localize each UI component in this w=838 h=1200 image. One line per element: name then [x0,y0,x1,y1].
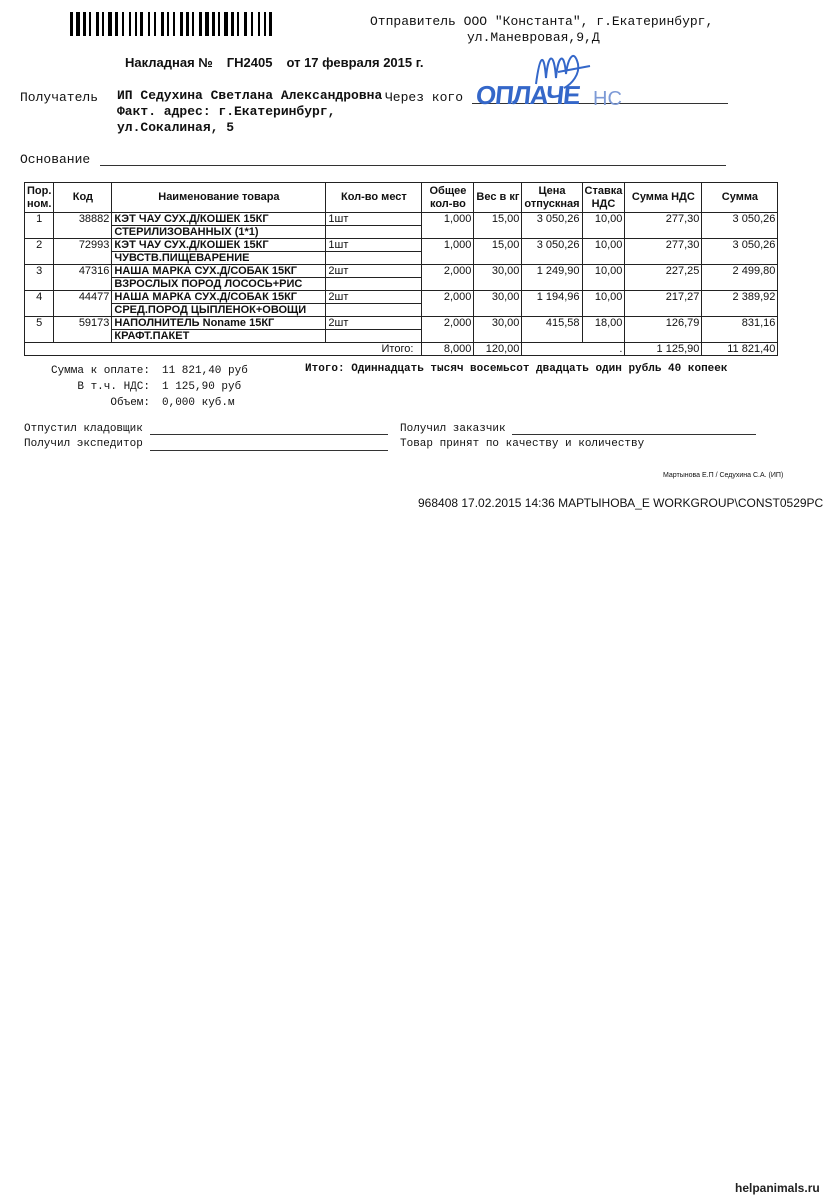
table-row [25,239,778,252]
barcode-bar [76,12,80,36]
barcode-bar [199,12,202,36]
row-name-1: НАША МАРКА СУХ.Д/СОБАК 15КГ [112,291,326,304]
barcode-bar [254,12,257,36]
document-title [125,55,437,70]
barcode-bar [100,12,101,36]
row-weight: 30,00 [474,291,522,317]
volume-value: 0,000 куб.м [162,397,235,409]
barcode-bar [221,12,223,36]
barcode-bar [229,12,230,36]
row-rate: 10,00 [582,213,625,239]
row-qty: 2,000 [422,317,474,343]
recipient-label: Получатель [20,90,99,105]
barcode-bar [157,12,160,36]
row-places-empty [326,252,422,265]
watermark: helpanimals.ru [735,1181,820,1195]
header-cell: Вес в кг [474,183,522,213]
vat-label: В т.ч. НДС: [77,381,150,393]
barcode-bar [132,12,134,36]
row-sum: 2 389,92 [702,291,778,317]
pay-value: 11 821,40 руб [162,365,248,377]
barcode-bar [161,12,164,36]
accepted-label: Товар принят по качеству и количеству [400,438,645,450]
row-code: 44477 [54,291,112,317]
header-cell: Сумма НДС [625,183,702,213]
table-row [25,291,778,304]
barcode-bar [192,12,194,36]
barcode-bar [212,12,215,36]
recipient-text: ИП Седухина Светлана Александровна Факт. адрес: г.Екатеринбург, ул.Сокалиная, 5 [117,88,383,135]
row-name-2: ВЗРОСЛЫХ ПОРОД ЛОСОСЬ+РИС [112,278,326,291]
total-dot: . [522,343,625,356]
header-cell: Ставка НДС [582,183,625,213]
storekeeper-line [150,434,388,435]
barcode-bar [83,12,86,36]
barcode-bar [119,12,121,36]
row-qty: 1,000 [422,213,474,239]
row-places: 2шт [326,317,422,330]
barcode-bar [240,12,243,36]
header-cell: Сумма [702,183,778,213]
barcode-bar [148,12,150,36]
row-name-2: КРАФТ.ПАКЕТ [112,330,326,343]
row-vat: 277,30 [625,213,702,239]
row-number: 4 [25,291,54,317]
barcode-bar [231,12,234,36]
row-sum: 3 050,26 [702,239,778,265]
row-name-2: ЧУВСТВ.ПИЩЕВАРЕНИЕ [112,252,326,265]
barcode-bar [235,12,236,36]
row-places-empty [326,226,422,239]
row-code: 47316 [54,265,112,291]
row-sum: 2 499,80 [702,265,778,291]
header-cell: Общее кол-во [422,183,474,213]
total-vat: 1 125,90 [625,343,702,356]
summary-block [30,363,284,411]
row-price: 3 050,26 [522,213,582,239]
row-number: 2 [25,239,54,265]
barcode-bar [205,12,209,36]
table-header-row [25,183,778,213]
barcode-bar [261,12,263,36]
barcode-bar [210,12,211,36]
print-footer: 968408 17.02.2015 14:36 МАРТЫНОВА_E WORKGROUP\CONST0529PC [418,496,824,510]
row-rate: 10,00 [582,291,625,317]
volume-label: Объем: [110,397,150,409]
row-rate: 10,00 [582,265,625,291]
barcode-bar [244,12,247,36]
row-weight: 30,00 [474,265,522,291]
header-cell: Пор. ном. [25,183,54,213]
barcode-bar [224,12,228,36]
vat-value: 1 125,90 руб [162,381,242,393]
barcode-bar [167,12,169,36]
total-label: Итого: [25,343,422,356]
barcode-bar [216,12,217,36]
barcode-bar [135,12,137,36]
barcode-bar [273,12,276,36]
row-price: 415,58 [522,317,582,343]
barcode-bar [108,12,112,36]
row-vat: 227,25 [625,265,702,291]
barcode-bar [258,12,260,36]
row-sum: 831,16 [702,317,778,343]
barcode-bar [70,12,73,36]
barcode-bar [237,12,239,36]
row-sum: 3 050,26 [702,213,778,239]
total-qty: 8,000 [422,343,474,356]
title-number: ГН2405 [226,55,273,70]
barcode-bar [138,12,139,36]
barcode-bar [267,12,268,36]
row-number: 3 [25,265,54,291]
row-places-empty [326,278,422,291]
row-qty: 2,000 [422,265,474,291]
basis-line [100,165,726,166]
row-code: 72993 [54,239,112,265]
barcode-bar [89,12,91,36]
row-name-2: СТЕРИЛИЗОВАННЫХ (1*1) [112,226,326,239]
barcode-bar [92,12,95,36]
barcode-bar [96,12,99,36]
basis-label: Основание [20,152,91,167]
row-weight: 15,00 [474,239,522,265]
row-name-2: СРЕД.ПОРОД ЦЫПЛЕНОК+ОВОЩИ [112,304,326,317]
row-name-1: КЭТ ЧАУ СУХ.Д/КОШЕК 15КГ [112,239,326,252]
row-code: 38882 [54,213,112,239]
row-rate: 10,00 [582,239,625,265]
barcode-bar [184,12,185,36]
forwarder-label: Получил экспедитор [24,438,143,450]
paid-stamp-tail: НС [593,88,622,110]
sender-line-2: ул.Маневровая,9,Д [467,30,600,45]
storekeeper-label: Отпустил кладовщик [24,423,143,435]
barcode-bar [218,12,220,36]
row-rate: 18,00 [582,317,625,343]
total-sum: 11 821,40 [702,343,778,356]
barcode-bar [264,12,266,36]
barcode-bar [165,12,166,36]
row-places-empty [326,304,422,317]
barcode-bar [248,12,250,36]
barcode-bar [170,12,172,36]
row-name-1: НАША МАРКА СУХ.Д/СОБАК 15КГ [112,265,326,278]
total-weight: 120,00 [474,343,522,356]
row-vat: 277,30 [625,239,702,265]
sender-line-1: ООО "Константа", г.Екатеринбург, [463,14,714,29]
row-places-empty [326,330,422,343]
barcode-bar [151,12,153,36]
row-name-1: НАПОЛНИТЕЛЬ Noname 15КГ [112,317,326,330]
header-cell: Цена отпускная [522,183,582,213]
customer-line [512,434,756,435]
barcode-bar [180,12,183,36]
barcode-bar [102,12,104,36]
header-cell: Наименование товара [112,183,326,213]
barcode-bar [190,12,191,36]
via-label: Через кого [385,90,464,105]
row-number: 1 [25,213,54,239]
title-date: от 17 февраля 2015 г. [286,55,424,70]
header-cell: Кол-во мест [326,183,422,213]
barcode-bar [176,12,179,36]
paid-stamp: ОПЛАЧЕ [474,80,582,110]
barcode [70,12,300,36]
row-qty: 1,000 [422,239,474,265]
signatories-note: Мартынова Е.П / Седухина С.А. (ИП) [663,472,784,479]
barcode-bar [115,12,118,36]
row-weight: 30,00 [474,317,522,343]
forwarder-line [150,450,388,451]
row-number: 5 [25,317,54,343]
row-price: 1 194,96 [522,291,582,317]
barcode-bar [81,12,82,36]
barcode-bar [125,12,128,36]
customer-label: Получил заказчик [400,423,506,435]
pay-label: Сумма к оплате: [50,365,150,377]
barcode-bar [129,12,131,36]
row-code: 59173 [54,317,112,343]
barcode-bar [87,12,88,36]
barcode-bar [105,12,107,36]
sender-block [370,14,713,30]
table-row [25,317,778,330]
barcode-bar [186,12,189,36]
barcode-bar [203,12,204,36]
row-weight: 15,00 [474,213,522,239]
barcode-bar [140,12,143,36]
row-price: 1 249,90 [522,265,582,291]
header-cell: Код [54,183,112,213]
barcode-bar [173,12,175,36]
sender-label: Отправитель [370,14,456,29]
row-places: 1шт [326,213,422,226]
table-row [25,265,778,278]
barcode-bar [154,12,156,36]
row-price: 3 050,26 [522,239,582,265]
row-name-1: КЭТ ЧАУ СУХ.Д/КОШЕК 15КГ [112,213,326,226]
total-in-words: Итого: Одиннадцать тысяч восемьсот двадцать один рубль 40 копеек [305,363,728,375]
barcode-bar [74,12,75,36]
goods-table [24,182,778,356]
row-vat: 217,27 [625,291,702,317]
title-doc: Накладная № [125,55,213,70]
barcode-bar [251,12,253,36]
barcode-bar [195,12,198,36]
barcode-bar [269,12,272,36]
barcode-bar [144,12,147,36]
row-qty: 2,000 [422,291,474,317]
row-places: 2шт [326,291,422,304]
row-vat: 126,79 [625,317,702,343]
barcode-bar [113,12,114,36]
table-row [25,213,778,226]
barcode-bar [122,12,124,36]
row-places: 1шт [326,239,422,252]
totals-row [25,343,778,356]
row-places: 2шт [326,265,422,278]
